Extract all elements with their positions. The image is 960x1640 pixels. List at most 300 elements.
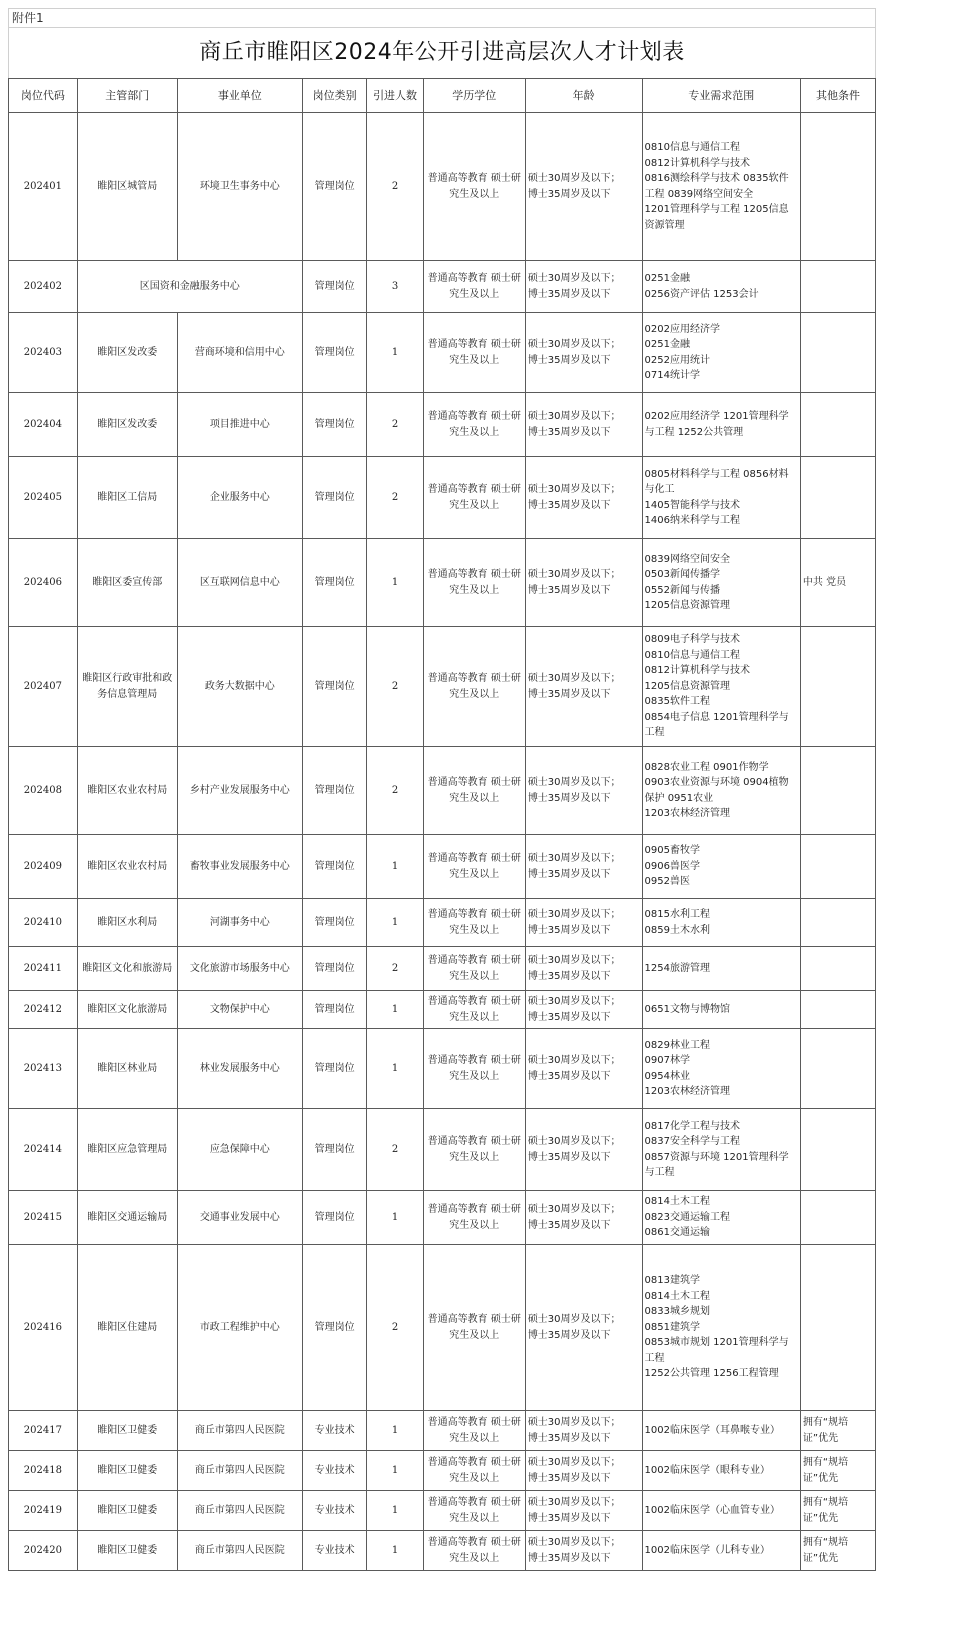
age-line: 硕士30周岁及以下；	[527, 173, 621, 184]
cell-age	[525, 1029, 642, 1109]
cell-count: 2	[367, 113, 423, 261]
cell-majors	[642, 747, 800, 835]
cell-category: 管理岗位	[302, 393, 367, 457]
major-line: 0810信息与通信工程	[644, 142, 740, 153]
cell-category: 管理岗位	[302, 947, 367, 991]
major-line: 0839网络空间安全	[644, 553, 730, 565]
cell-other: 拥有“规培证”优先	[800, 1411, 875, 1451]
major-line: 1201管理科学与工程 1205信息资源管理	[644, 204, 789, 231]
age-line: 硕士30周岁及以下；	[527, 853, 621, 864]
cell-code: 202418	[9, 1451, 78, 1491]
major-line: 0835软件工程	[644, 696, 710, 708]
cell-dept: 睢阳区行政审批和政务信息管理局	[77, 627, 177, 747]
cell-unit: 营商环境和信用中心	[177, 313, 302, 393]
cell-dept: 睢阳区农业农村局	[77, 747, 177, 835]
cell-education: 普通高等教育 硕士研究生及以上	[423, 835, 525, 899]
cell-age	[525, 1245, 642, 1411]
table-header-row	[9, 79, 876, 113]
table-row	[9, 835, 876, 899]
major-line: 0816测绘科学与技术 0835软件工程 0839网络空间安全	[644, 173, 789, 200]
cell-education: 普通高等教育 硕士研究生及以上	[423, 947, 525, 991]
cell-education: 普通高等教育 硕士研究生及以上	[423, 539, 525, 627]
cell-other	[800, 1245, 875, 1411]
cell-age	[525, 747, 642, 835]
age-line: 博士35周岁及以下	[527, 1472, 611, 1484]
cell-category: 专业技术	[302, 1451, 367, 1491]
major-line: 0854电子信息 1201管理科学与工程	[644, 711, 789, 739]
age-line: 博士35周岁及以下	[527, 1011, 611, 1023]
cell-other: 拥有“规培证”优先	[800, 1531, 875, 1571]
age-line: 硕士30周岁及以下；	[527, 273, 621, 284]
header-category: 岗位类别	[302, 79, 367, 113]
cell-count: 1	[367, 991, 423, 1029]
age-line: 博士35周岁及以下	[527, 1219, 611, 1231]
cell-dept: 睢阳区卫健委	[77, 1531, 177, 1571]
age-line: 博士35周岁及以下	[527, 188, 611, 200]
cell-count: 1	[367, 1531, 423, 1571]
cell-age	[525, 1491, 642, 1531]
cell-dept: 睢阳区水利局	[77, 899, 177, 947]
cell-majors	[642, 1531, 800, 1571]
age-line: 博士35周岁及以下	[527, 1329, 611, 1341]
cell-age	[525, 1109, 642, 1191]
cell-unit: 区互联网信息中心	[177, 539, 302, 627]
cell-unit: 乡村产业发展服务中心	[177, 747, 302, 835]
major-line: 1203农林经济管理	[644, 1086, 730, 1097]
cell-category: 管理岗位	[302, 1191, 367, 1245]
major-line: 1002临床医学（耳鼻喉专业）	[644, 1424, 780, 1436]
age-line: 博士35周岁及以下	[527, 584, 611, 596]
cell-category: 专业技术	[302, 1491, 367, 1531]
header-count: 引进人数	[367, 79, 423, 113]
age-line: 博士35周岁及以下	[527, 426, 611, 438]
cell-category: 管理岗位	[302, 1029, 367, 1109]
cell-count: 1	[367, 1491, 423, 1531]
major-line: 0812计算机科学与技术	[644, 157, 750, 169]
cell-code: 202401	[9, 113, 78, 261]
cell-dept: 睢阳区卫健委	[77, 1411, 177, 1451]
major-line: 1205信息资源管理	[644, 680, 730, 692]
major-line: 1252公共管理 1256工程管理	[644, 1368, 779, 1380]
cell-count: 2	[367, 1109, 423, 1191]
cell-unit: 畜牧事业发展服务中心	[177, 835, 302, 899]
cell-unit: 商丘市第四人民医院	[177, 1531, 302, 1571]
cell-unit: 项目推进中心	[177, 393, 302, 457]
cell-dept: 睢阳区发改委	[77, 393, 177, 457]
table-row	[9, 627, 876, 747]
major-line: 0833城乡规划	[644, 1306, 710, 1318]
cell-dept-merged: 区国资和金融服务中心	[77, 261, 302, 313]
cell-age	[525, 313, 642, 393]
cell-education: 普通高等教育 硕士研究生及以上	[423, 1191, 525, 1245]
cell-majors	[642, 539, 800, 627]
age-line: 博士35周岁及以下	[527, 288, 611, 300]
cell-age	[525, 457, 642, 539]
cell-category: 管理岗位	[302, 539, 367, 627]
cell-majors	[642, 113, 800, 261]
cell-code: 202405	[9, 457, 78, 539]
cell-category: 专业技术	[302, 1411, 367, 1451]
cell-unit: 河湖事务中心	[177, 899, 302, 947]
major-line: 0812计算机科学与技术	[644, 665, 750, 677]
cell-category: 管理岗位	[302, 835, 367, 899]
table-row	[9, 947, 876, 991]
cell-age	[525, 1451, 642, 1491]
cell-other	[800, 113, 875, 261]
major-line: 0823交通运输工程	[644, 1211, 730, 1223]
cell-category: 管理岗位	[302, 113, 367, 261]
table-row	[9, 747, 876, 835]
cell-code: 202406	[9, 539, 78, 627]
cell-code: 202415	[9, 1191, 78, 1245]
age-line: 博士35周岁及以下	[527, 688, 611, 700]
cell-age	[525, 1411, 642, 1451]
cell-count: 2	[367, 457, 423, 539]
table-row	[9, 1531, 876, 1571]
cell-other	[800, 313, 875, 393]
cell-other	[800, 947, 875, 991]
cell-education: 普通高等教育 硕士研究生及以上	[423, 113, 525, 261]
cell-unit: 企业服务中心	[177, 457, 302, 539]
cell-category: 管理岗位	[302, 899, 367, 947]
major-line: 0814土木工程	[644, 1196, 710, 1208]
major-line: 1406纳米科学与工程	[644, 515, 740, 526]
cell-unit: 商丘市第四人民医院	[177, 1491, 302, 1531]
age-line: 硕士30周岁及以下；	[527, 1204, 621, 1215]
cell-code: 202404	[9, 393, 78, 457]
cell-dept: 睢阳区发改委	[77, 313, 177, 393]
cell-age	[525, 899, 642, 947]
cell-dept: 睢阳区文化旅游局	[77, 991, 177, 1029]
cell-dept: 睢阳区林业局	[77, 1029, 177, 1109]
cell-majors	[642, 261, 800, 313]
major-line: 0813建筑学	[644, 1275, 700, 1287]
major-line: 1254旅游管理	[644, 962, 710, 974]
age-line: 硕士30周岁及以下；	[527, 1314, 621, 1325]
cell-majors	[642, 393, 800, 457]
talent-plan-table	[8, 78, 876, 1571]
cell-age	[525, 627, 642, 747]
cell-education: 普通高等教育 硕士研究生及以上	[423, 627, 525, 747]
cell-code: 202410	[9, 899, 78, 947]
cell-education: 普通高等教育 硕士研究生及以上	[423, 457, 525, 539]
cell-count: 1	[367, 899, 423, 947]
header-majors: 专业需求范围	[642, 79, 800, 113]
major-line: 0907林学	[644, 1055, 690, 1066]
cell-age	[525, 947, 642, 991]
cell-dept: 睢阳区住建局	[77, 1245, 177, 1411]
spreadsheet-page	[8, 8, 876, 1571]
cell-other	[800, 261, 875, 313]
cell-code: 202413	[9, 1029, 78, 1109]
major-line: 0837安全科学与工程	[644, 1136, 740, 1147]
cell-majors	[642, 313, 800, 393]
cell-code: 202411	[9, 947, 78, 991]
cell-unit: 商丘市第四人民医院	[177, 1411, 302, 1451]
age-line: 硕士30周岁及以下；	[527, 955, 621, 966]
age-line: 博士35周岁及以下	[527, 868, 611, 880]
cell-other	[800, 1109, 875, 1191]
major-line: 0857资源与环境 1201管理科学与工程	[644, 1151, 789, 1178]
major-line: 0814土木工程	[644, 1290, 710, 1302]
cell-majors	[642, 1109, 800, 1191]
cell-age	[525, 1191, 642, 1245]
cell-dept: 睢阳区卫健委	[77, 1491, 177, 1531]
cell-code: 202403	[9, 313, 78, 393]
cell-count: 2	[367, 627, 423, 747]
table-row	[9, 539, 876, 627]
cell-code: 202402	[9, 261, 78, 313]
cell-count: 1	[367, 1411, 423, 1451]
cell-majors	[642, 835, 800, 899]
cell-count: 1	[367, 1451, 423, 1491]
cell-unit: 文物保护中心	[177, 991, 302, 1029]
cell-dept: 睢阳区委宣传部	[77, 539, 177, 627]
major-line: 0829林业工程	[644, 1039, 710, 1051]
cell-category: 管理岗位	[302, 1109, 367, 1191]
age-line: 硕士30周岁及以下；	[527, 777, 621, 788]
cell-education: 普通高等教育 硕士研究生及以上	[423, 747, 525, 835]
cell-majors	[642, 1029, 800, 1109]
major-line: 0202应用经济学	[644, 323, 720, 335]
cell-age	[525, 1531, 642, 1571]
table-row	[9, 393, 876, 457]
major-line: 0251金融	[644, 273, 690, 284]
cell-category: 专业技术	[302, 1531, 367, 1571]
major-line: 0810信息与通信工程	[644, 649, 740, 661]
attachment-label: 附件1	[8, 8, 876, 27]
cell-education: 普通高等教育 硕士研究生及以上	[423, 1531, 525, 1571]
cell-code: 202419	[9, 1491, 78, 1531]
cell-category: 管理岗位	[302, 1245, 367, 1411]
cell-education: 普通高等教育 硕士研究生及以上	[423, 899, 525, 947]
major-line: 0952兽医	[644, 876, 690, 888]
cell-other	[800, 899, 875, 947]
cell-other: 中共 党员	[800, 539, 875, 627]
major-line: 1002临床医学（儿科专业）	[644, 1544, 770, 1556]
cell-age	[525, 261, 642, 313]
cell-education: 普通高等教育 硕士研究生及以上	[423, 313, 525, 393]
cell-category: 管理岗位	[302, 261, 367, 313]
cell-unit: 林业发展服务中心	[177, 1029, 302, 1109]
age-line: 博士35周岁及以下	[527, 1552, 611, 1564]
cell-education: 普通高等教育 硕士研究生及以上	[423, 393, 525, 457]
cell-other: 拥有“规培证”优先	[800, 1451, 875, 1491]
major-line: 0954林业	[644, 1070, 690, 1082]
cell-education: 普通高等教育 硕士研究生及以上	[423, 261, 525, 313]
age-line: 硕士30周岁及以下；	[527, 1537, 621, 1548]
major-line: 0252应用统计	[644, 354, 710, 366]
table-row	[9, 1029, 876, 1109]
cell-unit: 交通事业发展中心	[177, 1191, 302, 1245]
cell-education: 普通高等教育 硕士研究生及以上	[423, 1491, 525, 1531]
cell-code: 202420	[9, 1531, 78, 1571]
major-line: 0853城市规划 1201管理科学与工程	[644, 1337, 789, 1364]
major-line: 0851建筑学	[644, 1321, 700, 1333]
header-age: 年龄	[525, 79, 642, 113]
major-line: 0805材料科学与工程 0856材料与化工	[644, 468, 789, 495]
cell-code: 202414	[9, 1109, 78, 1191]
major-line: 1002临床医学（眼科专业）	[644, 1464, 770, 1476]
cell-education: 普通高等教育 硕士研究生及以上	[423, 991, 525, 1029]
major-line: 0714统计学	[644, 370, 700, 381]
cell-count: 2	[367, 393, 423, 457]
document-title: 商丘市睢阳区2024年公开引进高层次人才计划表	[8, 27, 876, 78]
table-row	[9, 1491, 876, 1531]
cell-category: 管理岗位	[302, 457, 367, 539]
age-line: 博士35周岁及以下	[527, 792, 611, 804]
header-code: 岗位代码	[9, 79, 78, 113]
major-line: 0906兽医学	[644, 860, 700, 872]
major-line: 0861交通运输	[644, 1227, 710, 1239]
age-line: 博士35周岁及以下	[527, 499, 611, 511]
age-line: 博士35周岁及以下	[527, 1151, 611, 1163]
cell-other	[800, 627, 875, 747]
cell-age	[525, 393, 642, 457]
major-line: 0905畜牧学	[644, 845, 700, 857]
age-line: 硕士30周岁及以下；	[527, 484, 621, 495]
cell-dept: 睢阳区农业农村局	[77, 835, 177, 899]
age-line: 博士35周岁及以下	[527, 1512, 611, 1524]
age-line: 硕士30周岁及以下；	[527, 1417, 621, 1428]
cell-code: 202416	[9, 1245, 78, 1411]
cell-majors	[642, 947, 800, 991]
cell-unit: 应急保障中心	[177, 1109, 302, 1191]
age-line: 硕士30周岁及以下；	[527, 1055, 621, 1066]
table-row	[9, 1411, 876, 1451]
cell-count: 1	[367, 835, 423, 899]
cell-majors	[642, 1491, 800, 1531]
age-line: 博士35周岁及以下	[527, 354, 611, 366]
age-line: 硕士30周岁及以下；	[527, 411, 621, 422]
cell-count: 1	[367, 539, 423, 627]
cell-education: 普通高等教育 硕士研究生及以上	[423, 1029, 525, 1109]
age-line: 硕士30周岁及以下；	[527, 1497, 621, 1508]
header-dept: 主管部门	[77, 79, 177, 113]
table-row	[9, 991, 876, 1029]
header-other: 其他条件	[800, 79, 875, 113]
cell-majors	[642, 1411, 800, 1451]
major-line: 1205信息资源管理	[644, 600, 730, 611]
major-line: 0817化学工程与技术	[644, 1120, 740, 1132]
major-line: 1002临床医学（心血管专业）	[644, 1504, 780, 1516]
cell-category: 管理岗位	[302, 627, 367, 747]
cell-other	[800, 1191, 875, 1245]
cell-age	[525, 991, 642, 1029]
cell-dept: 睢阳区文化和旅游局	[77, 947, 177, 991]
cell-majors	[642, 1451, 800, 1491]
header-education: 学历学位	[423, 79, 525, 113]
table-row	[9, 1109, 876, 1191]
age-line: 硕士30周岁及以下；	[527, 996, 621, 1007]
cell-majors	[642, 899, 800, 947]
cell-other	[800, 1029, 875, 1109]
cell-majors	[642, 1245, 800, 1411]
age-line: 博士35周岁及以下	[527, 924, 611, 936]
major-line: 0815水利工程	[644, 909, 710, 920]
cell-code: 202417	[9, 1411, 78, 1451]
age-line: 硕士30周岁及以下；	[527, 569, 621, 580]
cell-majors	[642, 991, 800, 1029]
cell-age	[525, 113, 642, 261]
major-line: 0828农业工程 0901作物学	[644, 761, 769, 773]
major-line: 0256资产评估 1253会计	[644, 288, 759, 300]
cell-unit: 商丘市第四人民医院	[177, 1451, 302, 1491]
major-line: 0251金融	[644, 339, 690, 350]
cell-majors	[642, 1191, 800, 1245]
cell-category: 管理岗位	[302, 747, 367, 835]
cell-education: 普通高等教育 硕士研究生及以上	[423, 1245, 525, 1411]
cell-count: 1	[367, 313, 423, 393]
major-line: 0809电子科学与技术	[644, 634, 740, 646]
cell-dept: 睢阳区交通运输局	[77, 1191, 177, 1245]
cell-other	[800, 393, 875, 457]
cell-education: 普通高等教育 硕士研究生及以上	[423, 1411, 525, 1451]
table-row	[9, 899, 876, 947]
cell-dept: 睢阳区卫健委	[77, 1451, 177, 1491]
cell-age	[525, 835, 642, 899]
table-row	[9, 457, 876, 539]
cell-code: 202412	[9, 991, 78, 1029]
table-row	[9, 313, 876, 393]
header-unit: 事业单位	[177, 79, 302, 113]
table-row	[9, 1451, 876, 1491]
cell-dept: 睢阳区城管局	[77, 113, 177, 261]
cell-count: 3	[367, 261, 423, 313]
cell-unit: 市政工程维护中心	[177, 1245, 302, 1411]
cell-code: 202409	[9, 835, 78, 899]
cell-count: 1	[367, 1029, 423, 1109]
cell-category: 管理岗位	[302, 991, 367, 1029]
table-row	[9, 113, 876, 261]
cell-other	[800, 991, 875, 1029]
table-row	[9, 1191, 876, 1245]
cell-dept: 睢阳区工信局	[77, 457, 177, 539]
cell-unit: 环境卫生事务中心	[177, 113, 302, 261]
cell-other	[800, 457, 875, 539]
cell-education: 普通高等教育 硕士研究生及以上	[423, 1451, 525, 1491]
cell-majors	[642, 457, 800, 539]
cell-count: 2	[367, 947, 423, 991]
age-line: 博士35周岁及以下	[527, 1070, 611, 1082]
cell-code: 202407	[9, 627, 78, 747]
major-line: 1405智能科学与技术	[644, 499, 740, 511]
major-line: 0552新闻与传播	[644, 584, 720, 596]
table-row	[9, 261, 876, 313]
cell-category: 管理岗位	[302, 313, 367, 393]
age-line: 硕士30周岁及以下；	[527, 673, 621, 684]
cell-education: 普通高等教育 硕士研究生及以上	[423, 1109, 525, 1191]
cell-count: 2	[367, 1245, 423, 1411]
cell-unit: 政务大数据中心	[177, 627, 302, 747]
age-line: 博士35周岁及以下	[527, 970, 611, 982]
table-body	[9, 113, 876, 1571]
table-row	[9, 1245, 876, 1411]
cell-code: 202408	[9, 747, 78, 835]
major-line: 0202应用经济学 1201管理科学与工程 1252公共管理	[644, 411, 789, 438]
major-line: 0903农业资源与环境 0904植物保护 0951农业	[644, 777, 789, 804]
cell-age	[525, 539, 642, 627]
cell-other: 拥有“规培证”优先	[800, 1491, 875, 1531]
cell-count: 2	[367, 747, 423, 835]
age-line: 硕士30周岁及以下；	[527, 1457, 621, 1468]
major-line: 0859土木水利	[644, 924, 710, 936]
cell-majors	[642, 627, 800, 747]
major-line: 0503新闻传播学	[644, 569, 720, 580]
cell-unit: 文化旅游市场服务中心	[177, 947, 302, 991]
age-line: 硕士30周岁及以下；	[527, 339, 621, 350]
age-line: 硕士30周岁及以下；	[527, 909, 621, 920]
